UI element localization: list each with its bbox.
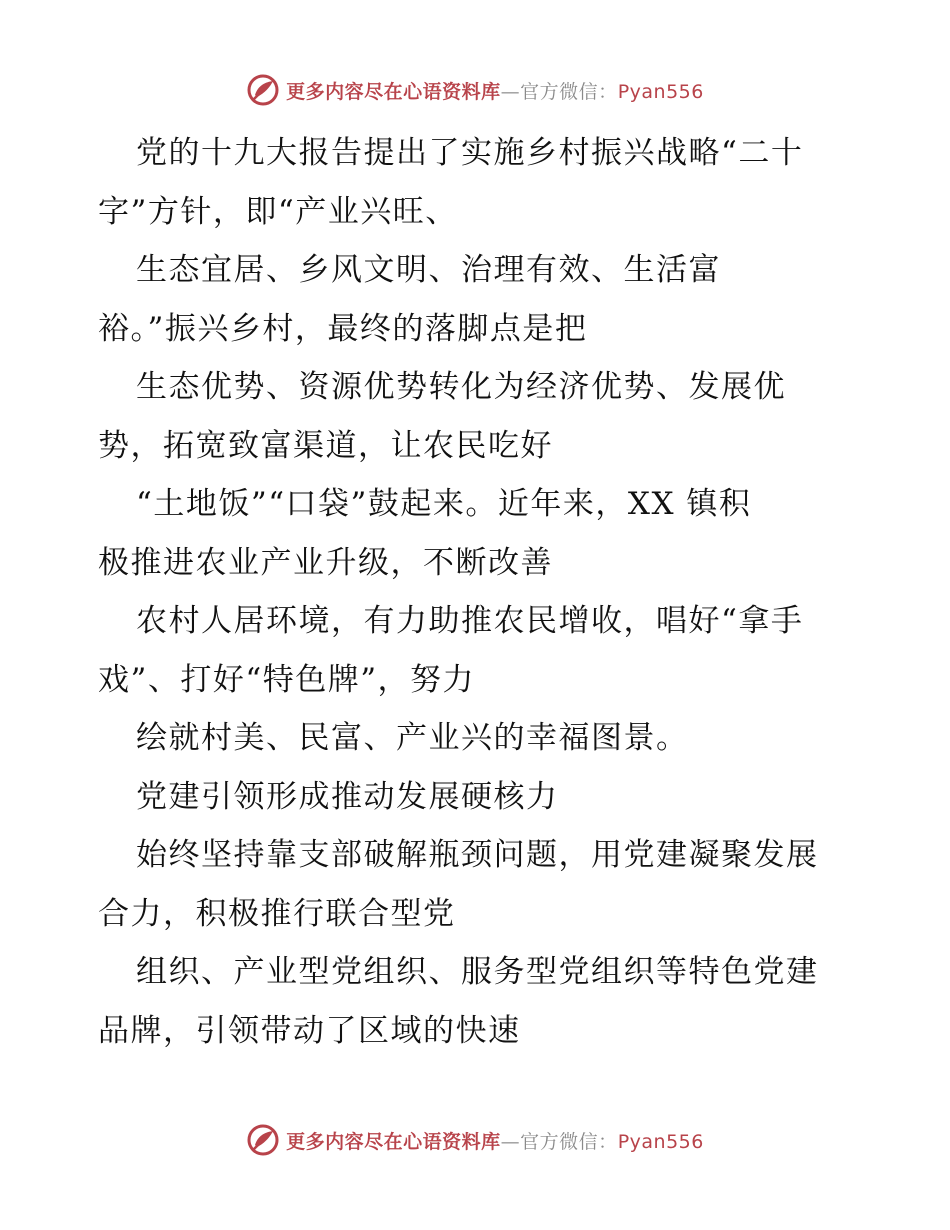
section-heading: 党建引领形成推动发展硬核力	[136, 778, 559, 815]
header-dash: —	[500, 80, 521, 103]
footer-wechat-label: 官方微信：	[520, 1130, 618, 1153]
body-line: 势，拓宽致富渠道，让农民吃好	[98, 427, 553, 464]
body-line: 戏”、打好“特色牌”，努力	[98, 661, 476, 698]
header-banner	[0, 70, 950, 110]
body-line: 组织、产业型党组织、服务型党组织等特色党建	[136, 954, 819, 990]
footer-wechat-id: Pyan556	[617, 1130, 704, 1153]
header-wechat-id: Pyan556	[617, 80, 704, 103]
body-line: 始终坚持靠支部破解瓶颈问题，用党建凝聚发展	[136, 837, 819, 873]
body-line: 农村人居环境，有力助推农民增收，唱好“拿手	[136, 603, 804, 639]
body-line: 品牌，引领带动了区域的快速	[98, 1012, 521, 1049]
header-wechat-label: 官方微信：	[520, 80, 618, 103]
body-line: 党的十九大报告提出了实施乡村振兴战略“二十	[136, 135, 804, 171]
body-line: 裕。”振兴乡村，最终的落脚点是把	[98, 310, 588, 347]
body-line: 绘就村美、民富、产业兴的幸福图景。	[136, 720, 689, 756]
brand-logo-icon	[246, 1123, 280, 1157]
body-line: 生态宜居、乡风文明、治理有效、生活富	[136, 252, 721, 288]
body-line: 生态优势、资源优势转化为经济优势、发展优	[136, 369, 786, 405]
document-body	[98, 124, 858, 1060]
header-site-name: 更多内容尽在心语资料库	[286, 80, 501, 103]
brand-logo-icon	[246, 73, 280, 107]
body-line: 极推进农业产业升级，不断改善	[98, 544, 553, 581]
footer-dash: —	[500, 1130, 521, 1153]
body-line: 合力，积极推行联合型党	[98, 895, 456, 932]
footer-site-name: 更多内容尽在心语资料库	[286, 1130, 501, 1153]
header-banner-text	[286, 77, 704, 104]
footer-banner-text	[286, 1127, 704, 1154]
body-line: 字”方针，即“产业兴旺、	[98, 193, 458, 230]
body-line: “土地饭”“口袋”鼓起来。近年来，XX 镇积	[136, 486, 752, 522]
footer-banner	[0, 1120, 950, 1160]
